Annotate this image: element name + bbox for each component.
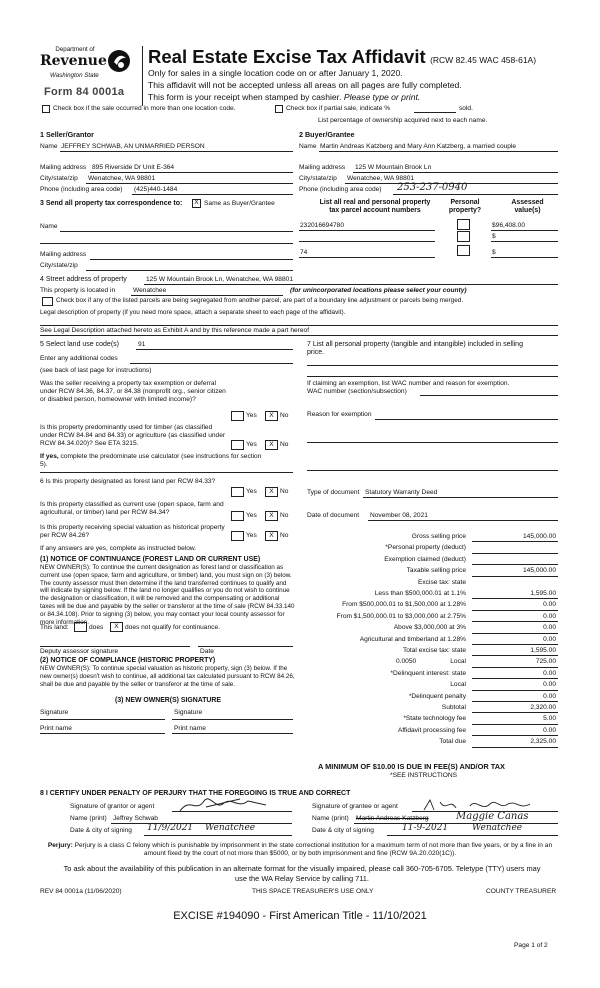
logo-dept: Department of xyxy=(55,46,95,53)
tax-row xyxy=(300,726,558,737)
grantee-print-hand[interactable]: Maggie Canas xyxy=(456,811,529,822)
multi-location-checkbox[interactable] xyxy=(42,105,50,113)
additional-codes-label: Enter any additional codes xyxy=(40,355,118,362)
partial-sale-label: Check box if partial sale, indicate % xyxy=(286,105,391,112)
does-qualify-label: does xyxy=(89,624,104,631)
does-not-qualify-mark: X xyxy=(114,623,119,630)
tax-row-label: *State technology fee xyxy=(403,715,466,723)
seller-city-field[interactable]: Wenatchee, WA 98801 xyxy=(88,175,156,182)
tax-row-label: Taxable selling price xyxy=(406,567,466,575)
doc-type-label: Type of document xyxy=(307,489,360,496)
grantee-print-field[interactable]: Martin Andreas Katzberg xyxy=(356,815,429,822)
personal-property-label: 7 List all personal property (tangible and intangible) included in selling price. xyxy=(307,341,523,357)
logo-mark-icon xyxy=(106,48,132,74)
tax-row xyxy=(300,692,558,703)
logo-revenue: Revenue xyxy=(40,53,107,69)
historic-no-mark: X xyxy=(269,532,274,539)
deputy-date-label: Date xyxy=(200,648,214,655)
buyer-phone-label: Phone (including area code) xyxy=(299,186,382,193)
compliance-heading: (2) NOTICE OF COMPLIANCE (HISTORIC PROPERTY) xyxy=(40,657,216,664)
parcel-number-3[interactable]: 74 xyxy=(300,249,308,256)
corr-city-label: City/state/zip xyxy=(40,262,78,269)
exemption-no-label: No xyxy=(280,412,289,419)
historic-yes-checkbox[interactable] xyxy=(231,531,244,541)
partial-sold-label: sold. xyxy=(459,105,473,112)
header-line3: This form is your receipt when stamped by cashier. Please type or print. xyxy=(148,92,421,102)
continuance-heading: (1) NOTICE OF CONTINUANCE (FOREST LAND OR CURRENT USE) xyxy=(40,556,261,563)
forest-yes-label: Yes xyxy=(246,488,257,495)
header-line1: Only for sales in a single location code on or after January 1, 2020. xyxy=(148,68,403,78)
assessed-value-3[interactable]: $ xyxy=(492,249,496,256)
grantee-print-label: Name (print) xyxy=(312,815,349,822)
grantor-date-field[interactable]: 11/9/2021 xyxy=(147,823,194,833)
current-use-yes-checkbox[interactable] xyxy=(231,511,244,521)
legal-desc-field[interactable]: See Legal Description attached hereto as Exhibit A and by this reference made a part hereof xyxy=(40,327,310,334)
tax-row xyxy=(300,612,558,623)
see-back-note: (see back of last page for instructions) xyxy=(40,367,152,374)
tax-row-value[interactable]: 0.00 xyxy=(543,726,556,734)
tax-row-label: *Delinquent interest: state xyxy=(390,669,466,677)
timber-yes-label: Yes xyxy=(246,441,257,448)
grantee-sig-label: Signature of grantee or agent xyxy=(312,803,398,810)
timber-no-label: No xyxy=(280,441,289,448)
doc-date-field[interactable]: November 08, 2021 xyxy=(370,512,428,519)
tax-row-label: Excise tax: state xyxy=(417,578,466,586)
seller-heading: 1 Seller/Grantor xyxy=(40,130,94,139)
tax-row-label: Exemption claimed (deduct) xyxy=(384,555,466,563)
historic-no-label: No xyxy=(280,532,289,539)
tax-row-label: Local xyxy=(450,681,466,689)
buyer-phone-field[interactable]: 253-237-0940 xyxy=(397,182,468,193)
grantor-signature[interactable] xyxy=(176,795,286,815)
tax-row-label: From $1,500,000.01 to $3,000,000 at 2.75% xyxy=(336,612,466,620)
any-yes-note: If any answers are yes, complete as instructed below. xyxy=(40,545,197,552)
multi-location-label: Check box if the sale occurred in more than one location code. xyxy=(53,105,236,112)
assessed-value-1[interactable]: $96,408.00 xyxy=(492,222,526,229)
perjury-note: Perjury: Perjury is a class C felony which is punishable by imprisonment in the state correctional institution for a maximum term of not more than five years, or by a fine in an amount fixed by the court of not more than $5000, or by both imprisonment and fine (RCW 9A.20.020(1C)). xyxy=(47,842,553,858)
tax-row xyxy=(300,703,558,714)
excise-stamp: EXCISE #194090 - First American Title - 11/10/2021 xyxy=(173,910,427,922)
forest-no-label: No xyxy=(280,488,289,495)
tax-row-value[interactable]: 1,595.00 xyxy=(530,590,556,597)
header-line2: This affidavit will not be accepted unless all areas on all pages are fully completed. xyxy=(148,80,462,90)
tax-row-label: Subtotal xyxy=(441,704,466,711)
if-yes-note: If yes, complete the predominate use calculator (see instructions for section 5). xyxy=(40,453,262,469)
historic-yes-label: Yes xyxy=(246,532,257,539)
grantee-date-label: Date & city of signing xyxy=(312,827,374,834)
tax-row-label: From $500,000.01 to $1,500,000 at 1.28% xyxy=(342,601,466,609)
tax-row xyxy=(300,680,558,691)
tax-row xyxy=(300,623,558,634)
owner-sig-label-2: Signature xyxy=(174,709,203,716)
buyer-heading: 2 Buyer/Grantee xyxy=(299,130,355,139)
seller-phone-label: Phone (including area code) xyxy=(40,186,123,193)
tax-row-value[interactable]: 145,000.00 xyxy=(522,533,556,540)
compliance-body: NEW OWNER(S): To continue special valuation as historic property, sign (3) below. If the new owner(s) doesn't wish to continue, all additional tax calculated pursuant to RCW 84.26, shall be due and payable by the seller or transferor at the time of sale. xyxy=(40,665,295,688)
forest-question: 6 Is this property designated as forest land per RCW 84.33? xyxy=(40,478,216,485)
owner-print-label-2: Print name xyxy=(174,725,206,732)
does-qualify-checkbox[interactable] xyxy=(74,622,87,632)
street-address-field[interactable]: 125 W Mountain Brook Ln, Wenatchee, WA 98801 xyxy=(146,276,293,283)
new-owner-sig-heading: (3) NEW OWNER(S) SIGNATURE xyxy=(115,697,221,704)
buyer-name-field[interactable]: Martin Andreas Katzberg and Mary Ann Katzberg, a married couple xyxy=(320,143,517,150)
segregate-label: Check box if any of the listed parcels are being segregated from another parcel, are part of a boundary line adjustment or parcels being merged. xyxy=(56,297,464,304)
tax-row-label: Local xyxy=(450,658,466,666)
tax-row xyxy=(300,532,558,543)
tax-row xyxy=(300,669,558,680)
exemption-claim-label: If claiming an exemption, list WAC number and reason for exemption. WAC number (section/subsection) xyxy=(307,380,510,396)
seller-mail-label: Mailing address xyxy=(40,164,87,171)
tax-row-value[interactable]: 0.00 xyxy=(543,624,556,632)
tax-row-value[interactable]: 0.00 xyxy=(543,692,556,700)
page-title: Real Estate Excise Tax Affidavit (RCW 82.45 WAC 458-61A) xyxy=(148,46,537,67)
does-not-qualify-label: does not qualify for continuance. xyxy=(125,624,220,631)
grantor-print-field[interactable]: Jeffrey Schwab xyxy=(113,815,158,822)
owner-print-label-1: Print name xyxy=(40,725,72,732)
seller-city-label: City/state/zip xyxy=(40,175,78,182)
tax-row-value[interactable]: 1,595.00 xyxy=(530,647,556,654)
buyer-city-field[interactable]: Wenatchee, WA 98801 xyxy=(347,175,415,182)
partial-sale-checkbox[interactable] xyxy=(275,105,283,113)
legal-desc-label: Legal description of property (if you need more space, attach a separate sheet to each page of the affidavit). xyxy=(40,309,346,316)
exemption-no-mark: X xyxy=(269,412,274,419)
buyer-mail-field[interactable]: 125 W Mountain Brook Ln xyxy=(355,164,432,171)
logo-state: Washington State xyxy=(50,72,99,79)
seller-mail-field[interactable]: 895 Riverside Dr Unit E-364 xyxy=(92,164,175,171)
grantor-print-label: Name (print) xyxy=(70,815,107,822)
grantee-city-field[interactable]: Wenatchee xyxy=(472,823,523,833)
grantee-date-field[interactable]: 11-9-2021 xyxy=(402,823,449,833)
buyer-name-label: Name xyxy=(299,143,317,150)
tax-row xyxy=(300,657,558,668)
see-instructions-note: *SEE INSTRUCTIONS xyxy=(390,772,458,779)
corr-name-label: Name xyxy=(40,223,58,230)
unincorporated-note: (for unincorporated locations please select your county) xyxy=(290,287,467,294)
tax-row-value[interactable]: 2,325.00 xyxy=(530,738,556,746)
tax-row xyxy=(300,566,558,577)
tax-row-label: Total due xyxy=(439,738,466,746)
doc-type-field[interactable]: Statutory Warranty Deed xyxy=(365,489,438,496)
assessed-header: Assessed value(s) xyxy=(511,199,544,214)
tax-row-label: Above $3,000,000 at 3% xyxy=(393,624,466,632)
land-use-label: 5 Select land use code(s) xyxy=(40,341,119,348)
historic-question: Is this property receiving special valuation as historical property per RCW 84.26? xyxy=(40,524,225,540)
exemption-yes-label: Yes xyxy=(246,412,257,419)
deputy-sig-label: Deputy assessor signature xyxy=(40,648,119,655)
forest-no-mark: X xyxy=(269,488,274,495)
tax-row xyxy=(300,589,558,600)
current-use-yes-label: Yes xyxy=(246,512,257,519)
tax-row-value[interactable]: 0.00 xyxy=(543,635,556,643)
tax-row-label: Less than $500,000.01 at 1.1% xyxy=(374,590,466,597)
tax-row-value[interactable]: 0.00 xyxy=(543,681,556,689)
tax-row xyxy=(300,714,558,725)
minimum-due-note: A MINIMUM OF $10.00 IS DUE IN FEE(S) AND/OR TAX xyxy=(318,762,505,771)
revision-label: REV 84 0001a (11/06/2020) xyxy=(40,888,122,895)
seller-phone-field[interactable]: (425)440-1484 xyxy=(134,186,178,193)
timber-question: Is this property predominantly used for timber (as classified under RCW 84.84 and 84.33) or agriculture (as classified under RCW 84.34.020)? See ETA 3215. xyxy=(40,424,226,448)
tax-row xyxy=(300,578,558,589)
treasurer-use-label: THIS SPACE TREASURER'S USE ONLY xyxy=(252,888,374,895)
parcel-header: List all real and personal property tax parcel account numbers xyxy=(319,199,431,214)
personal-checkbox-1[interactable] xyxy=(457,219,470,230)
tax-row xyxy=(300,543,558,554)
segregate-checkbox[interactable] xyxy=(42,297,53,306)
same-as-buyer-mark: X xyxy=(194,199,199,206)
tax-row xyxy=(300,635,558,646)
tax-row-value[interactable]: 0.00 xyxy=(543,601,556,609)
correspondence-heading: 3 Send all property tax correspondence to: xyxy=(40,200,183,207)
page-number: Page 1 of 2 xyxy=(514,942,548,949)
current-use-question: Is this property classified as current use (open space, farm and agricultural, or timber) land per RCW 84.34? xyxy=(40,501,224,517)
forest-yes-checkbox[interactable] xyxy=(231,487,244,497)
tax-row-value[interactable]: 5.00 xyxy=(543,715,556,723)
tax-row-value[interactable]: 725.00 xyxy=(535,658,556,666)
street-address-label: 4 Street address of property xyxy=(40,276,127,283)
tax-row-value[interactable]: 145,000.00 xyxy=(522,567,556,575)
tax-row xyxy=(300,737,558,748)
located-label: This property is located in xyxy=(40,287,116,294)
timber-yes-checkbox[interactable] xyxy=(231,440,244,450)
county-treasurer-label: COUNTY TREASURER xyxy=(486,888,557,895)
exemption-question: Was the seller receiving a property tax exemption or deferral under RCW 84.36, 84.37, or 84.38 (nonprofit org., senior citizen or disabled person, homeowner with limited income)? xyxy=(40,380,226,404)
tax-row xyxy=(300,555,558,566)
exemption-yes-checkbox[interactable] xyxy=(231,411,244,421)
personal-checkbox-3[interactable] xyxy=(457,245,470,256)
tax-row-label: Gross selling price xyxy=(411,533,466,540)
seller-name-label: Name xyxy=(40,143,58,150)
grantor-date-label: Date & city of signing xyxy=(70,827,132,834)
ownership-note: List percentage of ownership acquired next to each name. xyxy=(318,117,488,124)
tax-row-label: Affidavit processing fee xyxy=(397,726,466,734)
doc-date-label: Date of document xyxy=(307,512,360,519)
certify-heading: 8 I CERTIFY UNDER PENALTY OF PERJURY THAT THE FOREGOING IS TRUE AND CORRECT xyxy=(40,790,351,797)
tax-row-value[interactable]: 2,320.00 xyxy=(530,704,556,711)
current-use-no-mark: X xyxy=(269,512,274,519)
grantor-sig-label: Signature of grantor or agent xyxy=(70,803,155,810)
this-land-label: This land: xyxy=(40,624,69,631)
land-use-code[interactable]: 91 xyxy=(138,341,146,348)
grantor-city-field[interactable]: Wenatchee xyxy=(205,823,256,833)
tax-local-rate: 0.0050 xyxy=(396,658,417,666)
tax-row xyxy=(300,646,558,657)
form-number: Form 84 0001a xyxy=(44,86,125,98)
buyer-city-label: City/state/zip xyxy=(299,175,337,182)
continuance-body: NEW OWNER(S): To continue the current designation as forest land or classification as current use (open space, farm and agriculture, or timber) land, you must sign on (3) below. The county assessor must then determine if the land transferred continues to qualify and will indicate by signing below. If the land no longer qualifies or you do not wish to continue the designation or classification, it will be removed and the compensating or additional taxes will be due and payable by the seller or transferor at the time of sale (RCW 84.33.140 or 84.34.108). Prior to signing (3) below, you may contact your local county assessor for more information. xyxy=(40,564,295,626)
personal-checkbox-2[interactable] xyxy=(457,231,470,242)
assessed-value-2[interactable]: $ xyxy=(492,233,496,240)
corr-mail-label: Mailing address xyxy=(40,251,87,258)
seller-name-field[interactable]: JEFFREY SCHWAB, AN UNMARRIED PERSON xyxy=(61,143,205,150)
same-as-buyer-label: Same as Buyer/Grantee xyxy=(204,200,275,207)
alternate-format-note: To ask about the availability of this publication in an alternate format for the visually impaired, please call 360-705-6705. Teletype (TTY) users may use the WA Relay Service by calling 711. xyxy=(63,864,541,883)
tax-row-label: Agricultural and timberland at 1.28% xyxy=(359,635,466,643)
owner-sig-label-1: Signature xyxy=(40,709,69,716)
tax-row-value[interactable]: 0.00 xyxy=(543,669,556,677)
exemption-reason-label: Reason for exemption xyxy=(307,411,372,418)
personal-header: Personal property? xyxy=(448,199,482,214)
tax-row-label: *Personal property (deduct) xyxy=(385,544,466,552)
located-field[interactable]: Wenatchee xyxy=(133,287,167,294)
parcel-number-1[interactable]: 232016694780 xyxy=(300,222,345,229)
tax-row-value[interactable]: 0.00 xyxy=(543,612,556,620)
timber-no-mark: X xyxy=(269,441,274,448)
tax-row xyxy=(300,600,558,611)
current-use-no-label: No xyxy=(280,512,289,519)
buyer-mail-label: Mailing address xyxy=(299,164,346,171)
tax-row-label: *Delinquent penalty xyxy=(408,692,466,700)
tax-row-label: Total excise tax: state xyxy=(402,647,466,654)
